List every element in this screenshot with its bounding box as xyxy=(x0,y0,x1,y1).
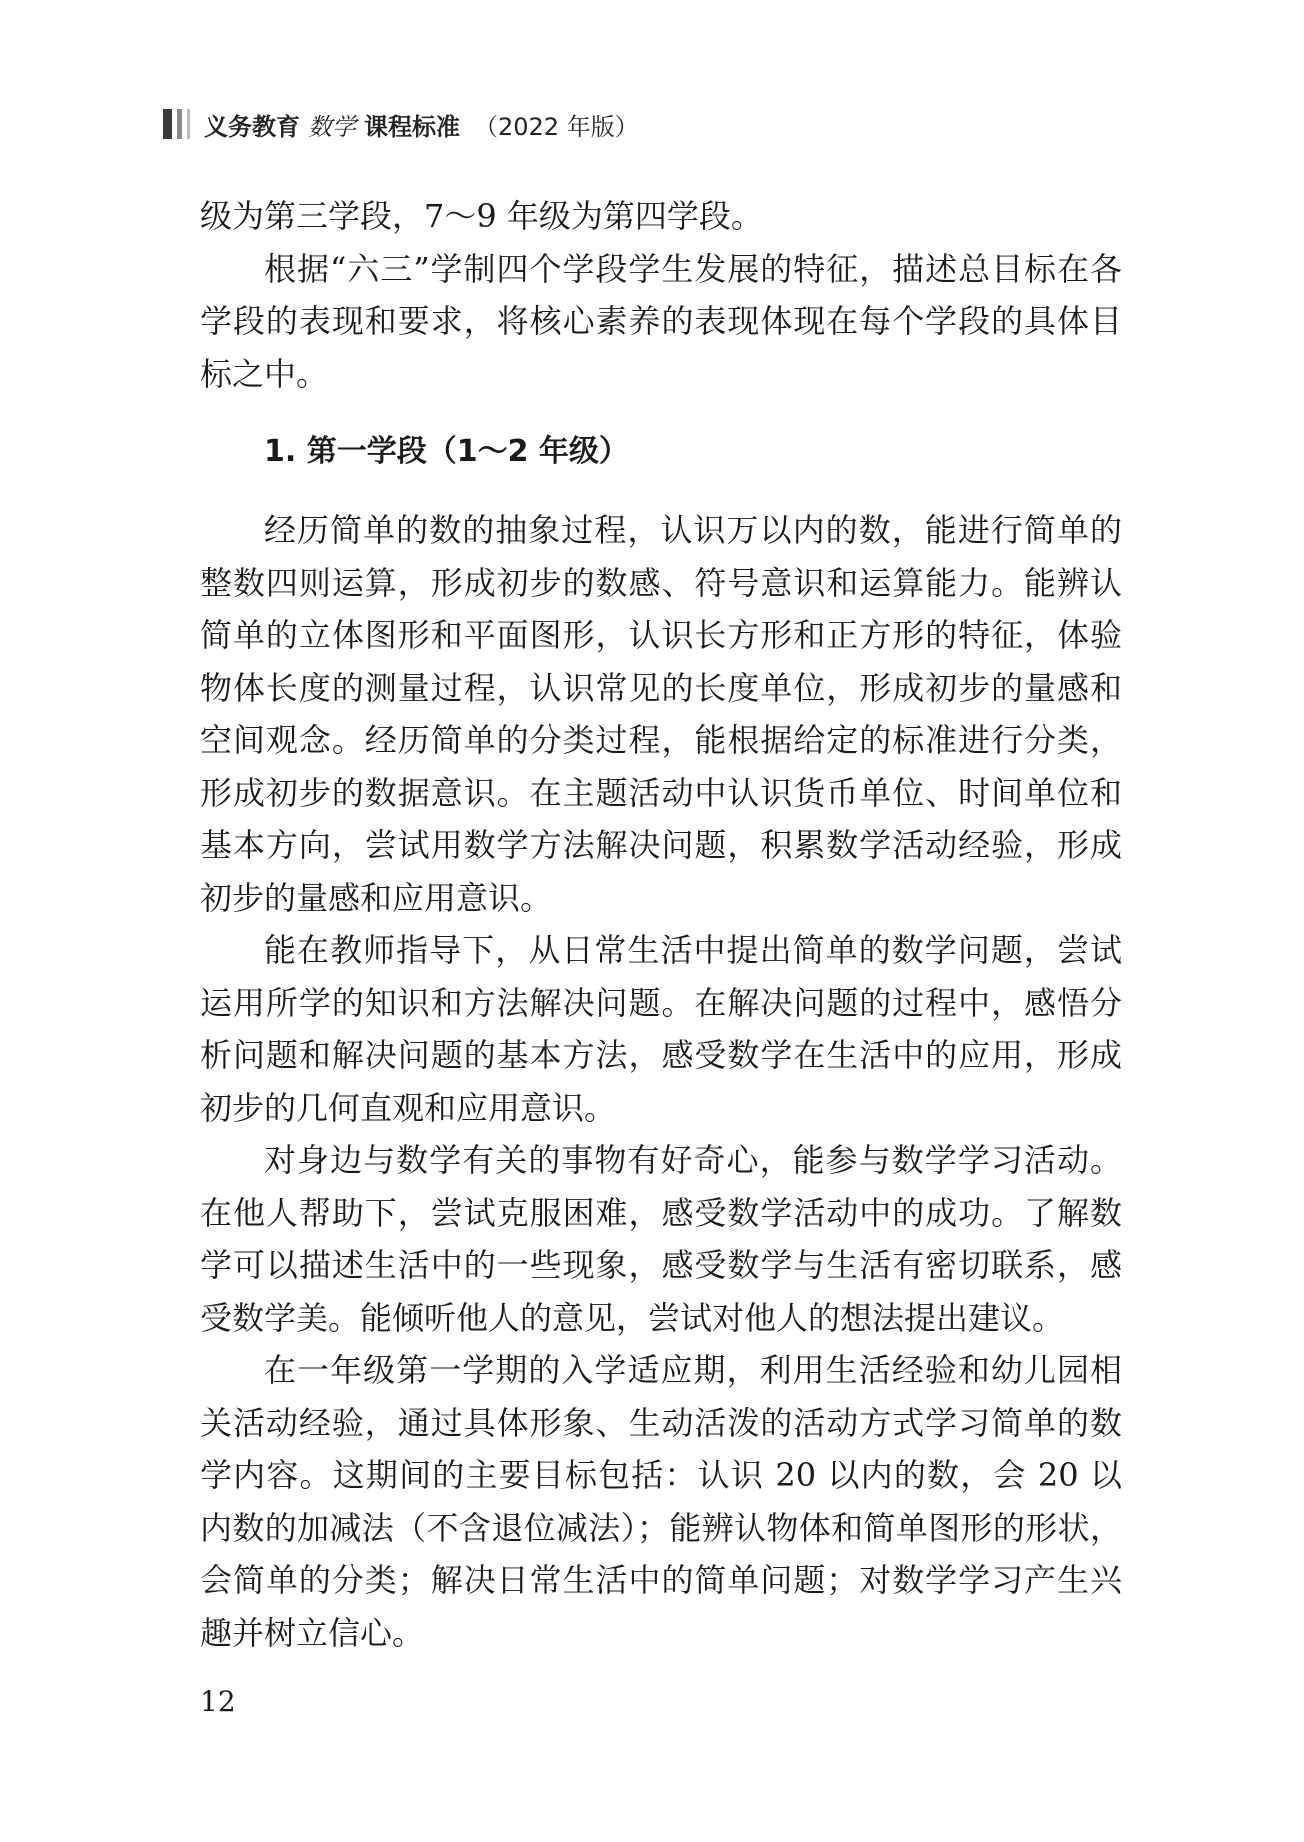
page-number: 12 xyxy=(200,1685,236,1718)
paragraph-stage1-knowledge: 经历简单的数的抽象过程，认识万以内的数，能进行简单的整数四则运算，形成初步的数感、符号意识和运算能力。能辨认简单的立体图形和平面图形，认识长方形和正方形的特征，体验物体长度的测量过程，认识常见的长度单位，形成初步的量感和空间观念。经历简单的分类过程，能根据给定的标准进行分类，形成初步的数据意识。在主题活动中认识货币单位、时间单位和基本方向，尝试用数学方法解决问题，积累数学活动经验，形成初步的量感和应用意识。 xyxy=(200,511,1122,917)
book-title xyxy=(204,107,639,142)
book-title-suffix: 课程标准 xyxy=(364,112,460,141)
book-subject: 数学 xyxy=(308,112,356,141)
section-heading: 1. 第一学段（1～2 年级） xyxy=(264,434,629,469)
paragraph-continued: 级为第三学段，7～9 年级为第四学段。 xyxy=(200,197,763,235)
paragraph-stage1-attitude: 对身边与数学有关的事物有好奇心，能参与数学学习活动。在他人帮助下，尝试克服困难，感受数学活动中的成功。了解数学可以描述生活中的一些现象，感受数学与生活有密切联系，感受数学美。能倾听他人的意见，尝试对他人的想法提出建议。 xyxy=(200,1141,1122,1337)
paragraph-stage1-problem-solving: 能在教师指导下，从日常生活中提出简单的数学问题，尝试运用所学的知识和方法解决问题。在解决问题的过程中，感悟分析问题和解决问题的基本方法，感受数学在生活中的应用，形成初步的几何直观和应用意识。 xyxy=(200,931,1122,1127)
paragraph-stage-overview: 根据“六三”学制四个学段学生发展的特征，描述总目标在各学段的表现和要求，将核心素养的表现体现在每个学段的具体目标之中。 xyxy=(200,249,1122,393)
header-bar-dark xyxy=(163,109,172,139)
book-edition: （2022 年版） xyxy=(474,112,639,141)
page-body xyxy=(200,190,1122,1659)
header-bar-marks xyxy=(163,109,190,139)
header-bar-mid xyxy=(177,109,182,139)
paragraph-stage1-entry-period: 在一年级第一学期的入学适应期，利用生活经验和幼儿园相关活动经验，通过具体形象、生动活泼的活动方式学习简单的数学内容。这期间的主要目标包括：认识 20 以内的数，会 20 以内数的加减法（不含退位减法）；能辨认物体和简单图形的形状，会简单的分类；解决日常生活中的简单问题；对数学学习产生兴趣并树立信心。 xyxy=(200,1351,1122,1652)
header-bar-light xyxy=(187,109,190,139)
running-header xyxy=(163,104,639,144)
book-title-prefix: 义务教育 xyxy=(204,112,300,141)
